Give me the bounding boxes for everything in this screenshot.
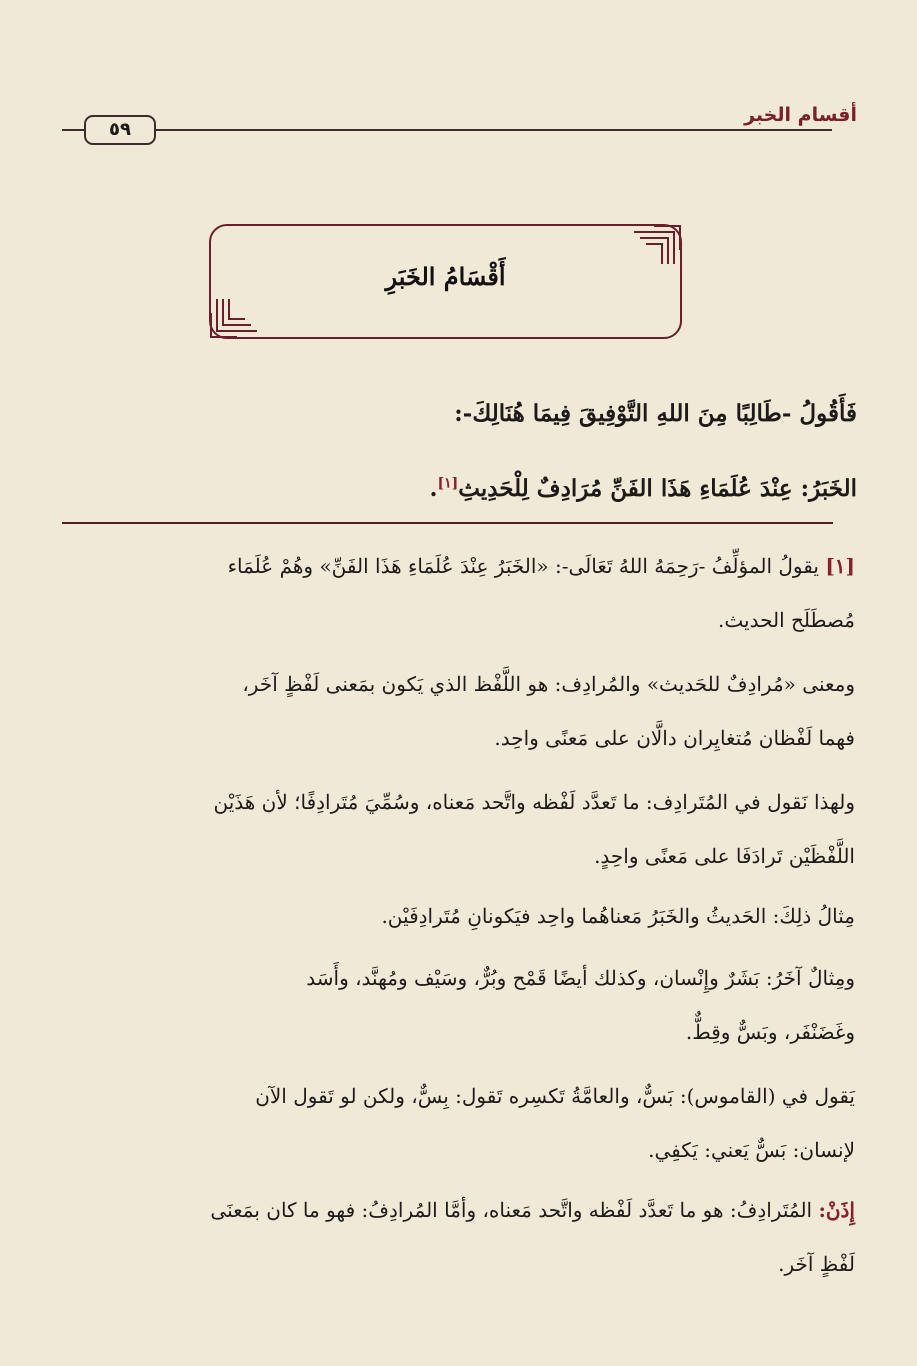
corner-ornament-icon — [632, 224, 682, 266]
footnote-p7-text: المُتَرادِفُ: هو ما تَعدَّد لَفْظه واتَّحد مَعناه، وأمَّا المُرادِفُ: فهو ما كان بمَعنَى — [210, 1198, 813, 1222]
footnote-p6-line2: لإنسان: بَسٌّ يَعني: يَكفِي. — [648, 1138, 855, 1162]
footnote-p6-line1: يَقول في (القاموس): بَسٌّ، والعامَّةُ تَكسِره تَقول: بِسٌّ، ولكن لو تَقول الآن — [255, 1084, 855, 1108]
footnote-p3-line2: اللَّفْظَيْن تَرادَفَا على مَعنًى واحِدٍ. — [594, 844, 855, 868]
footnote-p2-line2: فهما لَفْظان مُتغايِران دالَّان على مَعنًى واحِد. — [494, 726, 855, 750]
footnote-p1-line2: مُصطَلَح الحديث. — [718, 608, 855, 632]
footnote-p7-line1 — [210, 1198, 855, 1222]
running-title: أقسام الخبر — [734, 104, 857, 126]
footnote-p5-line2: وغَضَنْفَر، وبَسٌّ وقِطٌّ. — [685, 1020, 855, 1044]
footnote-p2-line1: ومعنى «مُرادِفٌ للحَديث» والمُرادِف: هو اللَّفْظ الذي يَكون بمَعنى لَفْظٍ آخَر، — [242, 672, 855, 696]
chapter-title-frame — [209, 224, 682, 339]
footnote-number: [١] — [825, 554, 855, 578]
footnote-p7-line2: لَفْظٍ آخَر. — [778, 1252, 855, 1276]
main-line-2-end: . — [429, 475, 438, 502]
corner-ornament-icon — [209, 297, 259, 339]
footnote-p1-line1 — [228, 554, 855, 578]
footnote-p5-line1: ومِثالٌ آخَرُ: بَشَرٌ وإِنْسان، وكذلك أيضًا قَمْح وبُرٌّ، وسَيْف ومُهنَّد، وأَسَد — [306, 966, 855, 990]
header-rule — [62, 129, 832, 131]
main-line-2 — [429, 475, 857, 502]
footnote-p3-line1: ولهذا نَقول في المُتَرادِف: ما تَعدَّد لَفْظه واتَّحد مَعناه، وسُمِّيَ مُتَرادِفًا؛ لأن هَذَيْن — [213, 790, 855, 814]
main-line-1: فَأَقُولُ -طَالِبًا مِنَ اللهِ التَّوْفِيقَ فِيمَا هُنَالِكَ-: — [454, 400, 857, 427]
chapter-title: أَقْسَامُ الخَبَرِ — [385, 262, 506, 291]
page-number: ٥٩ — [84, 115, 156, 145]
footnote-p4-line1: مِثالُ ذلِكَ: الحَديثُ والخَبَرُ مَعناهُما واحِد فيَكونانِ مُتَرادِفَيْن. — [381, 904, 855, 928]
footnote-divider — [62, 522, 833, 524]
main-line-2-text: الخَبَرُ: عِنْدَ عُلَمَاءِ هَذَا الفَنِّ مُرَادِفٌ لِلْحَدِيثِ — [458, 475, 857, 502]
footnote-p1-text: يقولُ المؤلِّفُ -رَحِمَهُ اللهُ تَعَالَى-: «الخَبَرُ عِنْدَ عُلَمَاءِ هَذَا الفَنِّ» وهُمْ عُلَمَاء — [227, 554, 819, 578]
idhan-lead: إِذَنْ: — [818, 1198, 855, 1222]
footnote-mark: [١] — [437, 475, 459, 492]
